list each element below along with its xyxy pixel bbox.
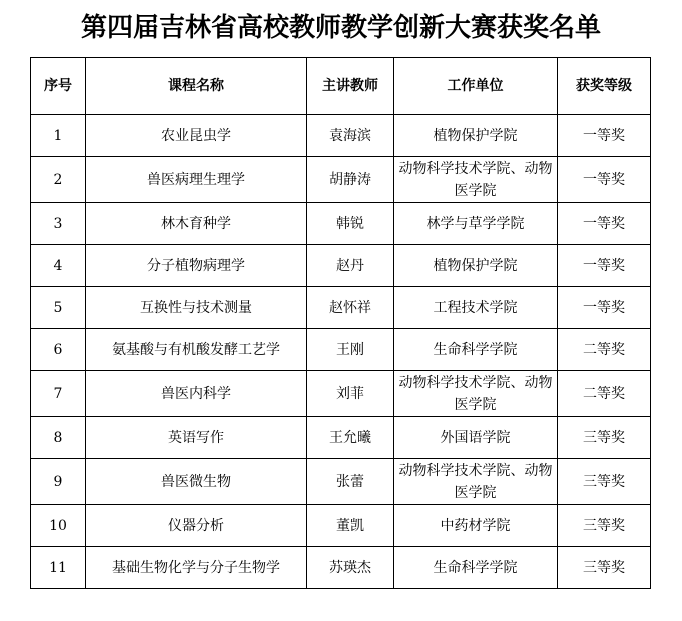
cell-teacher: 韩锐	[307, 203, 394, 245]
cell-teacher: 苏瑛杰	[307, 547, 394, 589]
header-award: 获奖等级	[558, 58, 651, 115]
cell-unit: 动物科学技术学院、动物医学院	[394, 371, 558, 417]
cell-teacher: 赵怀祥	[307, 287, 394, 329]
cell-award: 一等奖	[558, 157, 651, 203]
cell-teacher: 王允曦	[307, 417, 394, 459]
cell-no: 6	[31, 329, 86, 371]
cell-unit: 中药材学院	[394, 505, 558, 547]
cell-no: 11	[31, 547, 86, 589]
header-unit: 工作单位	[394, 58, 558, 115]
table-header-row	[31, 58, 651, 115]
cell-course: 基础生物化学与分子生物学	[86, 547, 307, 589]
cell-course: 互换性与技术测量	[86, 287, 307, 329]
cell-award: 二等奖	[558, 371, 651, 417]
cell-no: 7	[31, 371, 86, 417]
table-row	[31, 203, 651, 245]
cell-award: 三等奖	[558, 459, 651, 505]
cell-no: 2	[31, 157, 86, 203]
cell-award: 一等奖	[558, 287, 651, 329]
cell-unit: 生命科学学院	[394, 547, 558, 589]
cell-course: 兽医内科学	[86, 371, 307, 417]
cell-unit: 动物科学技术学院、动物医学院	[394, 157, 558, 203]
cell-teacher: 刘菲	[307, 371, 394, 417]
cell-unit: 动物科学技术学院、动物医学院	[394, 459, 558, 505]
cell-course: 农业昆虫学	[86, 115, 307, 157]
header-course: 课程名称	[86, 58, 307, 115]
cell-no: 4	[31, 245, 86, 287]
cell-no: 8	[31, 417, 86, 459]
header-teacher: 主讲教师	[307, 58, 394, 115]
cell-unit: 林学与草学学院	[394, 203, 558, 245]
header-no: 序号	[31, 58, 86, 115]
awards-table	[30, 57, 651, 589]
cell-award: 一等奖	[558, 203, 651, 245]
table-row	[31, 459, 651, 505]
table-row	[31, 417, 651, 459]
table-row	[31, 245, 651, 287]
table-row	[31, 329, 651, 371]
cell-course: 兽医微生物	[86, 459, 307, 505]
cell-award: 三等奖	[558, 547, 651, 589]
cell-course: 兽医病理生理学	[86, 157, 307, 203]
cell-no: 1	[31, 115, 86, 157]
cell-course: 英语写作	[86, 417, 307, 459]
page-title: 第四届吉林省高校教师教学创新大赛获奖名单	[80, 13, 601, 43]
cell-teacher: 赵丹	[307, 245, 394, 287]
cell-teacher: 胡静涛	[307, 157, 394, 203]
cell-no: 9	[31, 459, 86, 505]
table-row	[31, 505, 651, 547]
cell-unit: 生命科学学院	[394, 329, 558, 371]
cell-unit: 植物保护学院	[394, 115, 558, 157]
cell-teacher: 袁海滨	[307, 115, 394, 157]
cell-course: 林木育种学	[86, 203, 307, 245]
cell-teacher: 王刚	[307, 329, 394, 371]
cell-unit: 工程技术学院	[394, 287, 558, 329]
cell-award: 三等奖	[558, 417, 651, 459]
cell-no: 10	[31, 505, 86, 547]
table-row	[31, 115, 651, 157]
table-row	[31, 547, 651, 589]
cell-award: 二等奖	[558, 329, 651, 371]
cell-unit: 外国语学院	[394, 417, 558, 459]
cell-course: 氨基酸与有机酸发酵工艺学	[86, 329, 307, 371]
cell-unit: 植物保护学院	[394, 245, 558, 287]
cell-teacher: 张蕾	[307, 459, 394, 505]
table-row	[31, 157, 651, 203]
table-row	[31, 287, 651, 329]
cell-course: 分子植物病理学	[86, 245, 307, 287]
cell-no: 5	[31, 287, 86, 329]
cell-award: 一等奖	[558, 115, 651, 157]
cell-award: 三等奖	[558, 505, 651, 547]
cell-teacher: 董凯	[307, 505, 394, 547]
cell-course: 仪器分析	[86, 505, 307, 547]
table-row	[31, 371, 651, 417]
cell-award: 一等奖	[558, 245, 651, 287]
cell-no: 3	[31, 203, 86, 245]
